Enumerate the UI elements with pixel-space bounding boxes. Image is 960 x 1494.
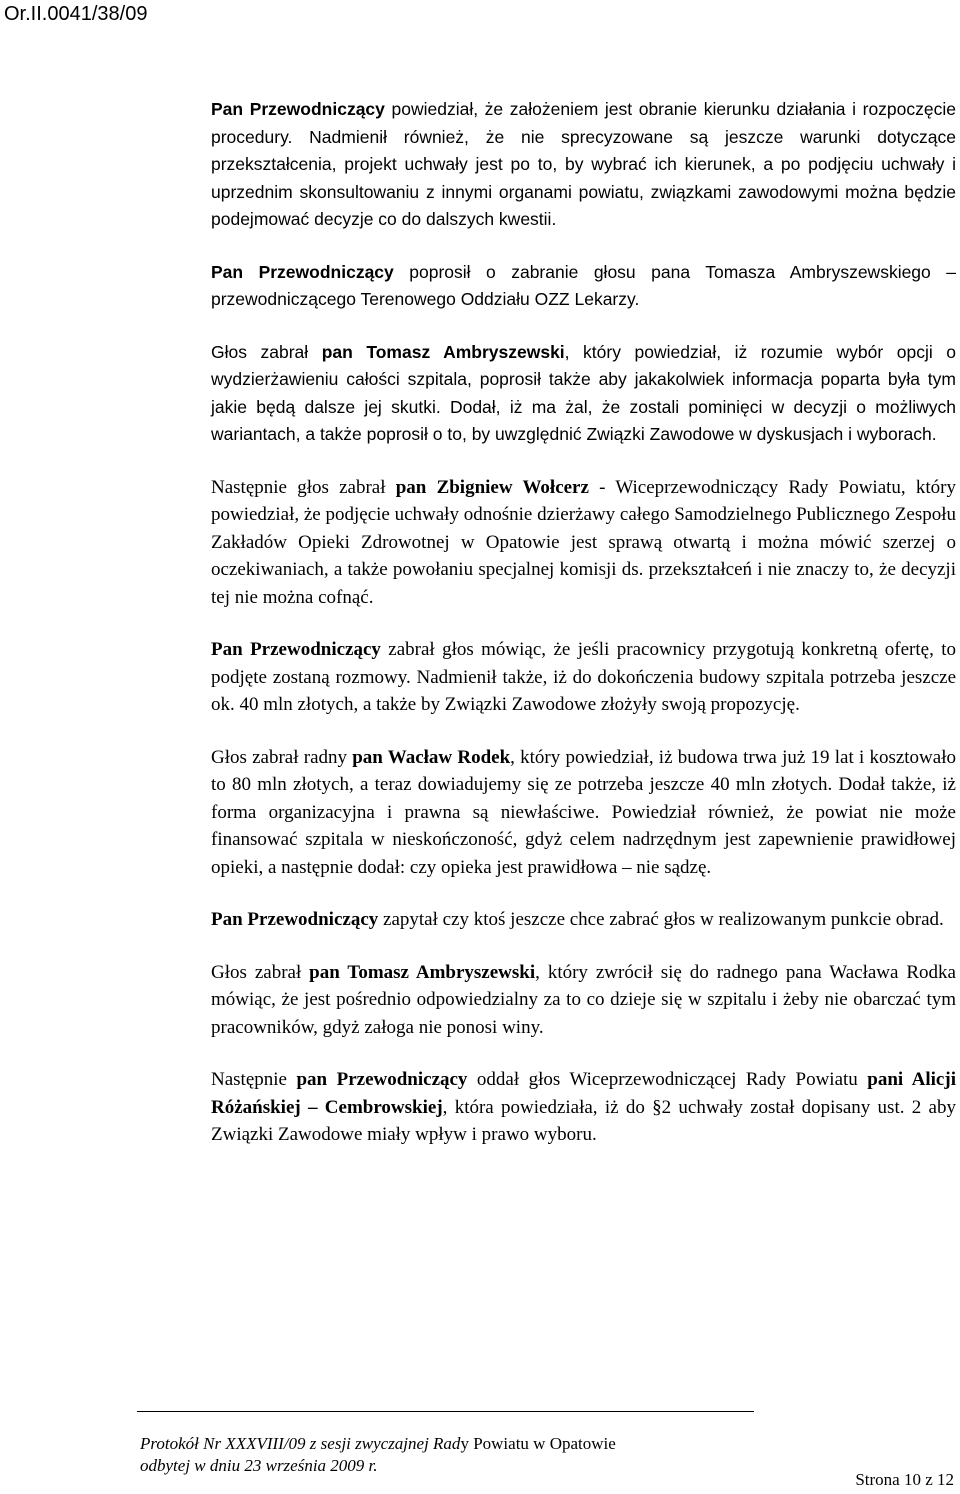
footer-session-date: odbytej w dniu 23 września 2009 r.	[140, 1456, 378, 1475]
paragraph-text: powiedział, że założeniem jest obranie kierunku działania i rozpoczęcie procedury.	[211, 99, 956, 147]
footer-line-2	[140, 1455, 616, 1477]
paragraph-8	[211, 959, 956, 1042]
document-reference: Or.II.0041/38/09	[4, 3, 148, 25]
paragraph-text: Nadmienił również, że nie sprecyzowane są jeszcze warunki dotyczące przekształcenia, projekt uchwały jest po to, by wybrać ich kierunek, a po podjęciu uchwały i uprzednim skonsultowaniu z innymi organami powiatu, związkami zawodowymi można będzie podejmować decyzje co do dalszych kwestii.	[211, 126, 956, 229]
paragraph-2	[211, 259, 956, 314]
document-body	[211, 96, 956, 1174]
speaker-name: pan Przewodniczący	[296, 1069, 468, 1090]
paragraph-text: poprosił o zabranie głosu pana Tomasza Ambryszewskiego – przewodniczącego Terenowego Oddziału OZZ Lekarzy.	[211, 261, 956, 309]
footer-divider	[137, 1411, 754, 1412]
footer-protocol-title: Protokół Nr XXXVIII/09 z sesji zwyczajnej Rad	[140, 1434, 461, 1453]
paragraph-text: , która powiedziała, iż do §2 uchwały został dopisany ust. 2 aby Związki Zawodowe miały wpływ i prawo wyboru.	[211, 1096, 956, 1145]
paragraph-9	[211, 1066, 956, 1149]
footer	[140, 1433, 616, 1477]
paragraph-text: Głos zabrał	[211, 341, 322, 362]
speaker-name: pan Tomasz Ambryszewski	[321, 341, 565, 362]
paragraph-text: oddał głos Wiceprzewodniczącej Rady Powiatu	[467, 1069, 868, 1090]
paragraph-text: , który zwrócił się do radnego pana Wacława Rodka mówiąc, że jest pośrednio odpowiedzialny za to co dzieje się w szpitalu i żeby nie obarczać tym pracowników, gdyż załoga nie ponosi winy.	[211, 961, 956, 1038]
paragraph-4	[211, 474, 956, 612]
speaker-name: Pan Przewodniczący	[211, 639, 381, 660]
paragraph-3	[211, 339, 956, 449]
paragraph-text: - Wiceprzewodniczący Rady Powiatu, który powiedział, że podjęcie uchwały odnośnie dzierżawy całego Samodzielnego Publicznego Zespołu Zakładów Opieki Zdrowotnej w Opatowie jest sprawą otwartą i można mówić szerzej o oczekiwaniach, a także powołaniu specjalnej komisji ds. przekształceń i nie znaczy to, że decyzji tej nie można cofnąć.	[211, 476, 956, 608]
paragraph-text: , który powiedział, iż budowa trwa już 19 lat i kosztowało to 80 mln złotych, a teraz dowiadujemy się ze potrzeba jeszcze 40 mln złotych. Dodał także, iż forma organizacyjna i prawna są niewłaściwe. Powiedział również, że powiat nie może finansować szpitala w nieskończoność, gdyż celem nadrzędnym jest zapewnienie prawidłowej opieki, a następnie dodał: czy opieka jest prawidłowa – nie sądzę.	[211, 746, 956, 878]
paragraph-5	[211, 636, 956, 719]
paragraph-7	[211, 906, 956, 934]
paragraph-text: Następnie głos zabrał	[211, 476, 396, 498]
footer-protocol-title-cont: y Powiatu w Opatowie	[460, 1434, 616, 1453]
page-number: Strona 10 z 12	[855, 1470, 954, 1489]
paragraph-text: zapytał czy ktoś jeszcze chce zabrać głos w realizowanym punkcie obrad.	[378, 909, 944, 930]
paragraph-text: Głos zabrał radny	[211, 746, 353, 768]
speaker-name: Pan Przewodniczący	[211, 99, 385, 119]
speaker-name: pan Tomasz Ambryszewski	[309, 961, 536, 983]
speaker-name: Pan Przewodniczący	[211, 261, 394, 282]
paragraph-6	[211, 744, 956, 882]
speaker-name: pan Wacław Rodek	[352, 746, 511, 768]
paragraph-text: , który powiedział, iż rozumie wybór opcji o wydzierżawieniu całości szpitala, poprosił także aby jakakolwiek informacja poparta była tym jakie będą dalsze jej skutki. Dodał, iż ma żal, że zostali pominięci w decyzji o możliwych wariantach, a także poprosił o to, by uwzględnić Związki Zawodowe w dyskusjach i wyborach.	[211, 341, 956, 444]
speaker-name: pan Zbigniew Wołcerz	[395, 476, 589, 498]
speaker-name: Pan Przewodniczący	[211, 909, 379, 930]
paragraph-text: zabrał głos mówiąc, że jeśli pracownicy przygotują konkretną ofertę, to podjęte zostaną rozmowy. Nadmienił także, iż do dokończenia budowy szpitala potrzeba jeszcze ok. 40 mln złotych, a także by Związki Zawodowe złożyły swoją propozycję.	[211, 639, 956, 715]
paragraph-text: Głos zabrał	[211, 961, 310, 983]
paragraph-1	[211, 96, 956, 234]
paragraph-text: Następnie	[211, 1069, 297, 1090]
speaker-name: pani Alicji Różańskiej – Cembrowskiej	[211, 1069, 956, 1118]
footer-line-1	[140, 1433, 616, 1455]
